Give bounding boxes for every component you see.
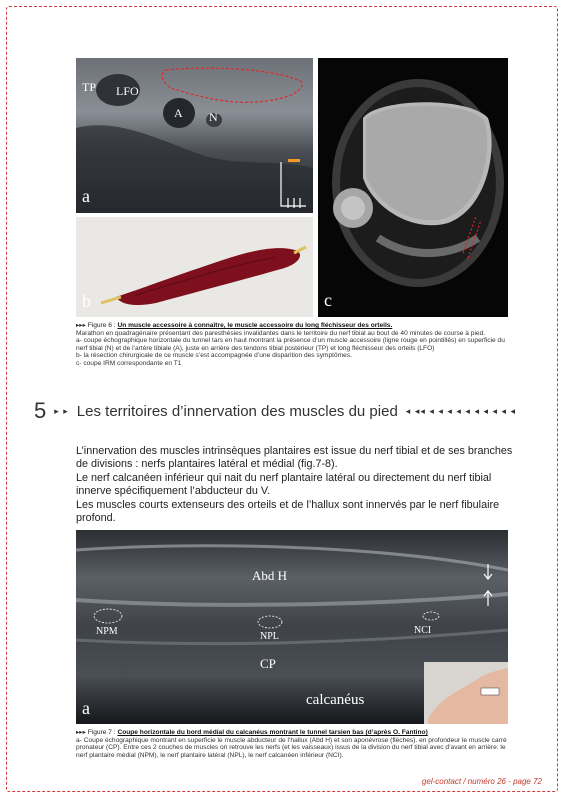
figure7-panel-a-tag: a: [82, 698, 90, 718]
label-n: N: [209, 110, 218, 124]
label-cp: CP: [260, 656, 276, 671]
section-arrows-left: ▸ ▸: [54, 405, 69, 416]
label-npl: NPL: [260, 631, 279, 642]
figure6-panel-b-tag: b: [82, 291, 91, 311]
label-nci: NCI: [414, 625, 432, 636]
label-a: A: [174, 106, 183, 120]
page-footer: gel-contact / numéro 26 - page 72: [421, 777, 542, 786]
figure7-ultrasound-image: [76, 530, 508, 724]
body-text: [76, 445, 516, 525]
label-abd-h: Abd H: [252, 568, 288, 583]
figure6-panel-a-tag: a: [82, 186, 90, 206]
figure6-caption: [76, 322, 514, 368]
figure6-caption-line: a- coupe échographique horizontale du tunnel tars en haut montrant la présence d’un muscle accessoire (ligne rouge en pointillés) en superficie du nerf tibial (N) et de l’artère tibiale (A), juste en arrière des tendons tibial postérieur (TP) et long fléchisseur des orteils (LFO): [76, 337, 505, 352]
label-lfo: LFO: [116, 84, 139, 98]
figure7-caption-prefix: ▸▸▸ Figure 7 :: [76, 729, 118, 736]
section-number: 5: [34, 398, 47, 423]
figure6-ultrasound-image: [76, 58, 313, 213]
figure6-mri-image: [318, 58, 508, 317]
figure6-caption-line: b- la résection chirurgicale de ce muscle s’est accompagnée d’une disparition des symptômes.: [76, 352, 352, 360]
section-arrows-right: ◂ ◂◂ ◂ ◂ ◂ ◂ ◂ ◂ ◂ ◂ ◂ ◂: [405, 405, 517, 416]
figure6-caption-title: Un muscle accessoire à connaître, le muscle accessoire du long fléchisseur des orteils.: [117, 322, 393, 329]
section-heading: [34, 398, 534, 424]
label-calcaneus: calcanéus: [306, 692, 365, 708]
figure7-caption-title: Coupe horizontale du bord médial du calcanéus montrant le tunnel tarsien bas (d’après O. Fantino): [117, 729, 428, 736]
figure6-specimen-photo: [76, 217, 313, 317]
figure7-caption-line: a- Coupe échographique montrant en superficie le muscle abducteur de l’hallux (Abd H) et son aponévrose (flèches). en profondeur le muscle carré pronateur (CP). Entre ces 2 couches de muscles on retrouve les nerfs (et les vaisseaux) issus de la division du nerf tibial avec d’avant en arrière: le nerf plantaire médial (NPM), le nerf plantaire latéral (NPL), le nerf calcanéen inférieur (NCI).: [76, 736, 507, 759]
body-paragraph: Les muscles courts extenseurs des orteils et de l’hallux sont innervés par le nerf fibulaire profond.: [76, 498, 500, 525]
section-title: Les territoires d’innervation des muscles du pied: [76, 402, 398, 420]
label-npm: NPM: [96, 626, 118, 637]
body-paragraph: Le nerf calcanéen inférieur qui nait du nerf plantaire latéral ou directement du nerf tibial innerve spécifiquement l’abducteur du V.: [76, 471, 492, 498]
figure6-caption-line: Marathon en quadragénaire présentant des paresthésies invalidantes dans le territoire du nerf tibial au bout de 40 minutes de course à pied.: [76, 329, 486, 337]
figure7-caption: [76, 729, 514, 759]
figure6-panel-c-tag: c: [324, 290, 332, 310]
label-tp: TP: [82, 80, 97, 94]
figure6-caption-prefix: ▸▸▸ Figure 6 :: [76, 322, 118, 329]
figure6-caption-line: c- coupe IRM correspondante en T1: [76, 359, 182, 367]
body-paragraph: L’innervation des muscles intrinsèques plantaires est issue du nerf tibial et de ses branches de divisions : nerfs plantaires latéral et médial (fig.7-8).: [76, 445, 513, 471]
